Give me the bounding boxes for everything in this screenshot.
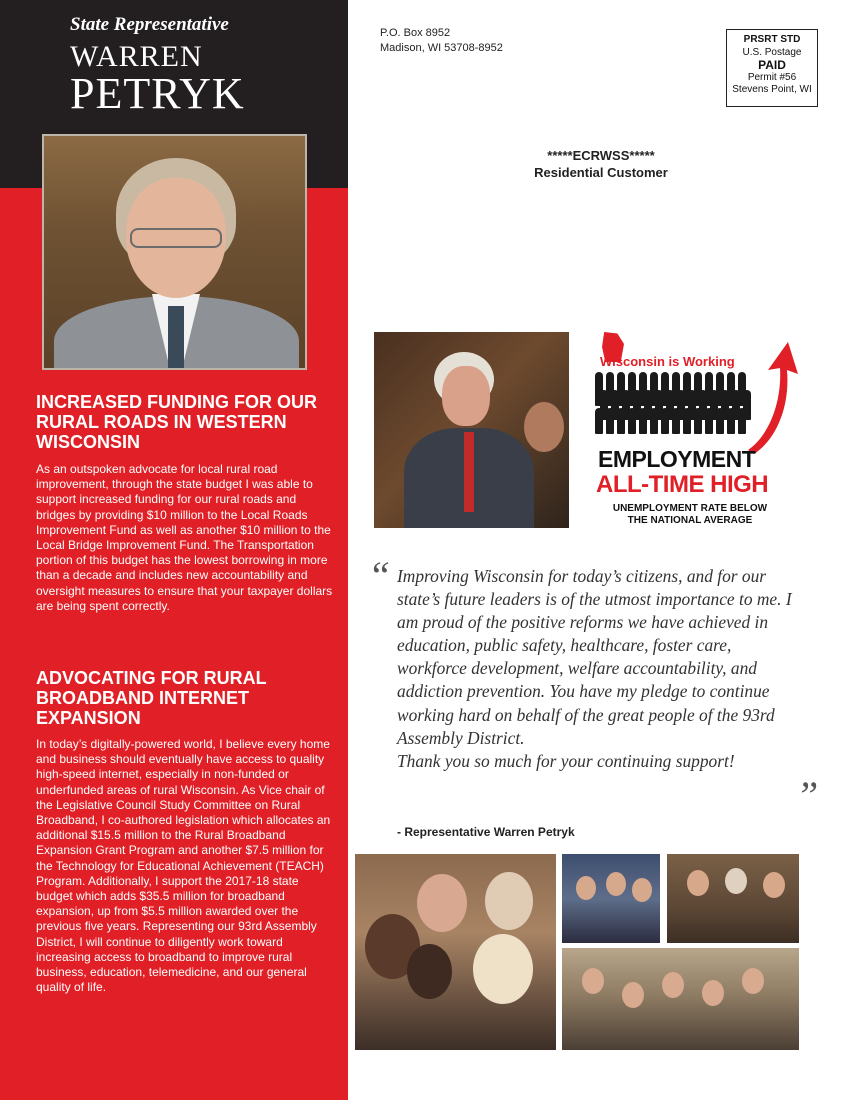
crowd-figure bbox=[650, 408, 658, 434]
veterans-group-photo bbox=[562, 854, 660, 943]
return-address-line1: P.O. Box 8952 bbox=[380, 27, 451, 39]
postage-class: PRSRT STD bbox=[743, 34, 801, 45]
open-quote-mark: “ bbox=[368, 553, 391, 598]
infographic-sub2: THE NATIONAL AVERAGE bbox=[627, 515, 753, 526]
infographic-line1: EMPLOYMENT bbox=[598, 446, 756, 472]
crowd-figure bbox=[639, 408, 647, 434]
constituents-group-photo bbox=[355, 854, 556, 1050]
quote-thanks: Thank you so much for your continuing support! bbox=[397, 750, 735, 771]
return-address bbox=[380, 26, 503, 56]
first-name bbox=[70, 42, 245, 72]
scouts-ceremony-photo bbox=[667, 854, 799, 943]
close-quote-mark: ” bbox=[796, 773, 819, 818]
first-name-text: WARREN bbox=[70, 40, 203, 73]
section-body-roads: As an outspoken advocate for local rural road improvement, through the state budget I was able to support increased funding for our rural roads and bridges by providing $10 million to the Local Roads Improvement Fund as well as another $10 million to the Local Bridge Improvement Fund. The Transportation portion of this budget has the lowest borrowing in more than a decade and includes new accountability and oversight measures to ensure that your taxpayer dollars are being spent correctly. bbox=[36, 462, 333, 613]
section-heading-roads: INCREASED FUNDING FOR OUR RURAL ROADS IN WESTERN WISCONSIN bbox=[36, 392, 318, 452]
postage-permit: Permit #56 bbox=[747, 71, 797, 83]
crowd-figure bbox=[661, 408, 669, 434]
crowd-figure bbox=[606, 408, 614, 434]
crowd-figure bbox=[683, 408, 691, 434]
return-address-line2: Madison, WI 53708-8952 bbox=[380, 42, 503, 54]
employment-infographic bbox=[580, 332, 795, 532]
crowd-figure bbox=[727, 408, 735, 434]
community-meeting-photo bbox=[562, 948, 799, 1050]
postage-paid: PAID bbox=[758, 58, 786, 72]
crowd-figure bbox=[672, 408, 680, 434]
crowd-figure bbox=[617, 408, 625, 434]
name-block bbox=[70, 14, 245, 116]
crowd-figure bbox=[595, 408, 603, 434]
infographic-line2: ALL-TIME HIGH bbox=[596, 471, 769, 498]
crowd-figure bbox=[705, 408, 713, 434]
postage-label: U.S. Postage bbox=[742, 46, 802, 58]
up-arrow-icon bbox=[740, 340, 800, 455]
infographic-title: Wisconsin is Working bbox=[600, 354, 735, 369]
name-subtitle: State Representative bbox=[70, 14, 229, 35]
crowd-figure bbox=[694, 408, 702, 434]
pull-quote bbox=[397, 565, 799, 773]
quote-text: Improving Wisconsin for today’s citizens, and for our state’s future leaders is of the utmost importance to me. I am proud of the positive reforms we have achieved in education, public safety, healthcare, foster care, workforce development, welfare accountability, and addiction prevention. You have my pledge to continue working hard on behalf of the great people of the 93rd Assembly District. bbox=[397, 566, 792, 748]
postage-indicia bbox=[726, 29, 818, 107]
section-body-broadband: In today’s digitally-powered world, I believe every home and business should eventually have access to quality high-speed internet, especially in non-funded or underfunded areas of rural Wisconsin. As Vice chair of the Legislative Council Study Committee on Rural Broadband, I co-authored legislation which allocates an additional $15.5 million to the Rural Broadband Expansion Grant Program and another $7.5 million for the Technology for Educational Achievement (TEACH) Program. Additionally, I support the 2017-18 state budget which adds $35.5 million for broadband expansion, up from $5.5 million awarded over the previous five years. Representing our 93rd Assembly District, I will continue to diligently work toward increasing access to broadband to improve rural business, education, telemedicine, and our general quality of life. bbox=[36, 737, 331, 995]
mailing-recipient-block bbox=[520, 147, 682, 181]
senate-floor-photo bbox=[374, 332, 569, 528]
postage-city: Stevens Point, WI bbox=[732, 84, 812, 95]
section-heading-broadband: ADVOCATING FOR RURAL BROADBAND INTERNET EXPANSION bbox=[36, 668, 267, 728]
crowd-figure bbox=[628, 408, 636, 434]
infographic-subtext bbox=[592, 503, 788, 527]
crowd-figure bbox=[716, 408, 724, 434]
mailing-recipient: Residential Customer bbox=[534, 165, 668, 180]
infographic-sub1: UNEMPLOYMENT RATE BELOW bbox=[612, 503, 768, 514]
last-name-text: PETRYK bbox=[70, 69, 245, 118]
quote-attribution: - Representative Warren Petryk bbox=[397, 825, 575, 839]
crowd-silhouette-icon bbox=[595, 372, 755, 447]
last-name bbox=[70, 69, 245, 118]
mailing-code: *****ECRWSS***** bbox=[547, 148, 655, 163]
portrait-photo bbox=[42, 134, 307, 370]
